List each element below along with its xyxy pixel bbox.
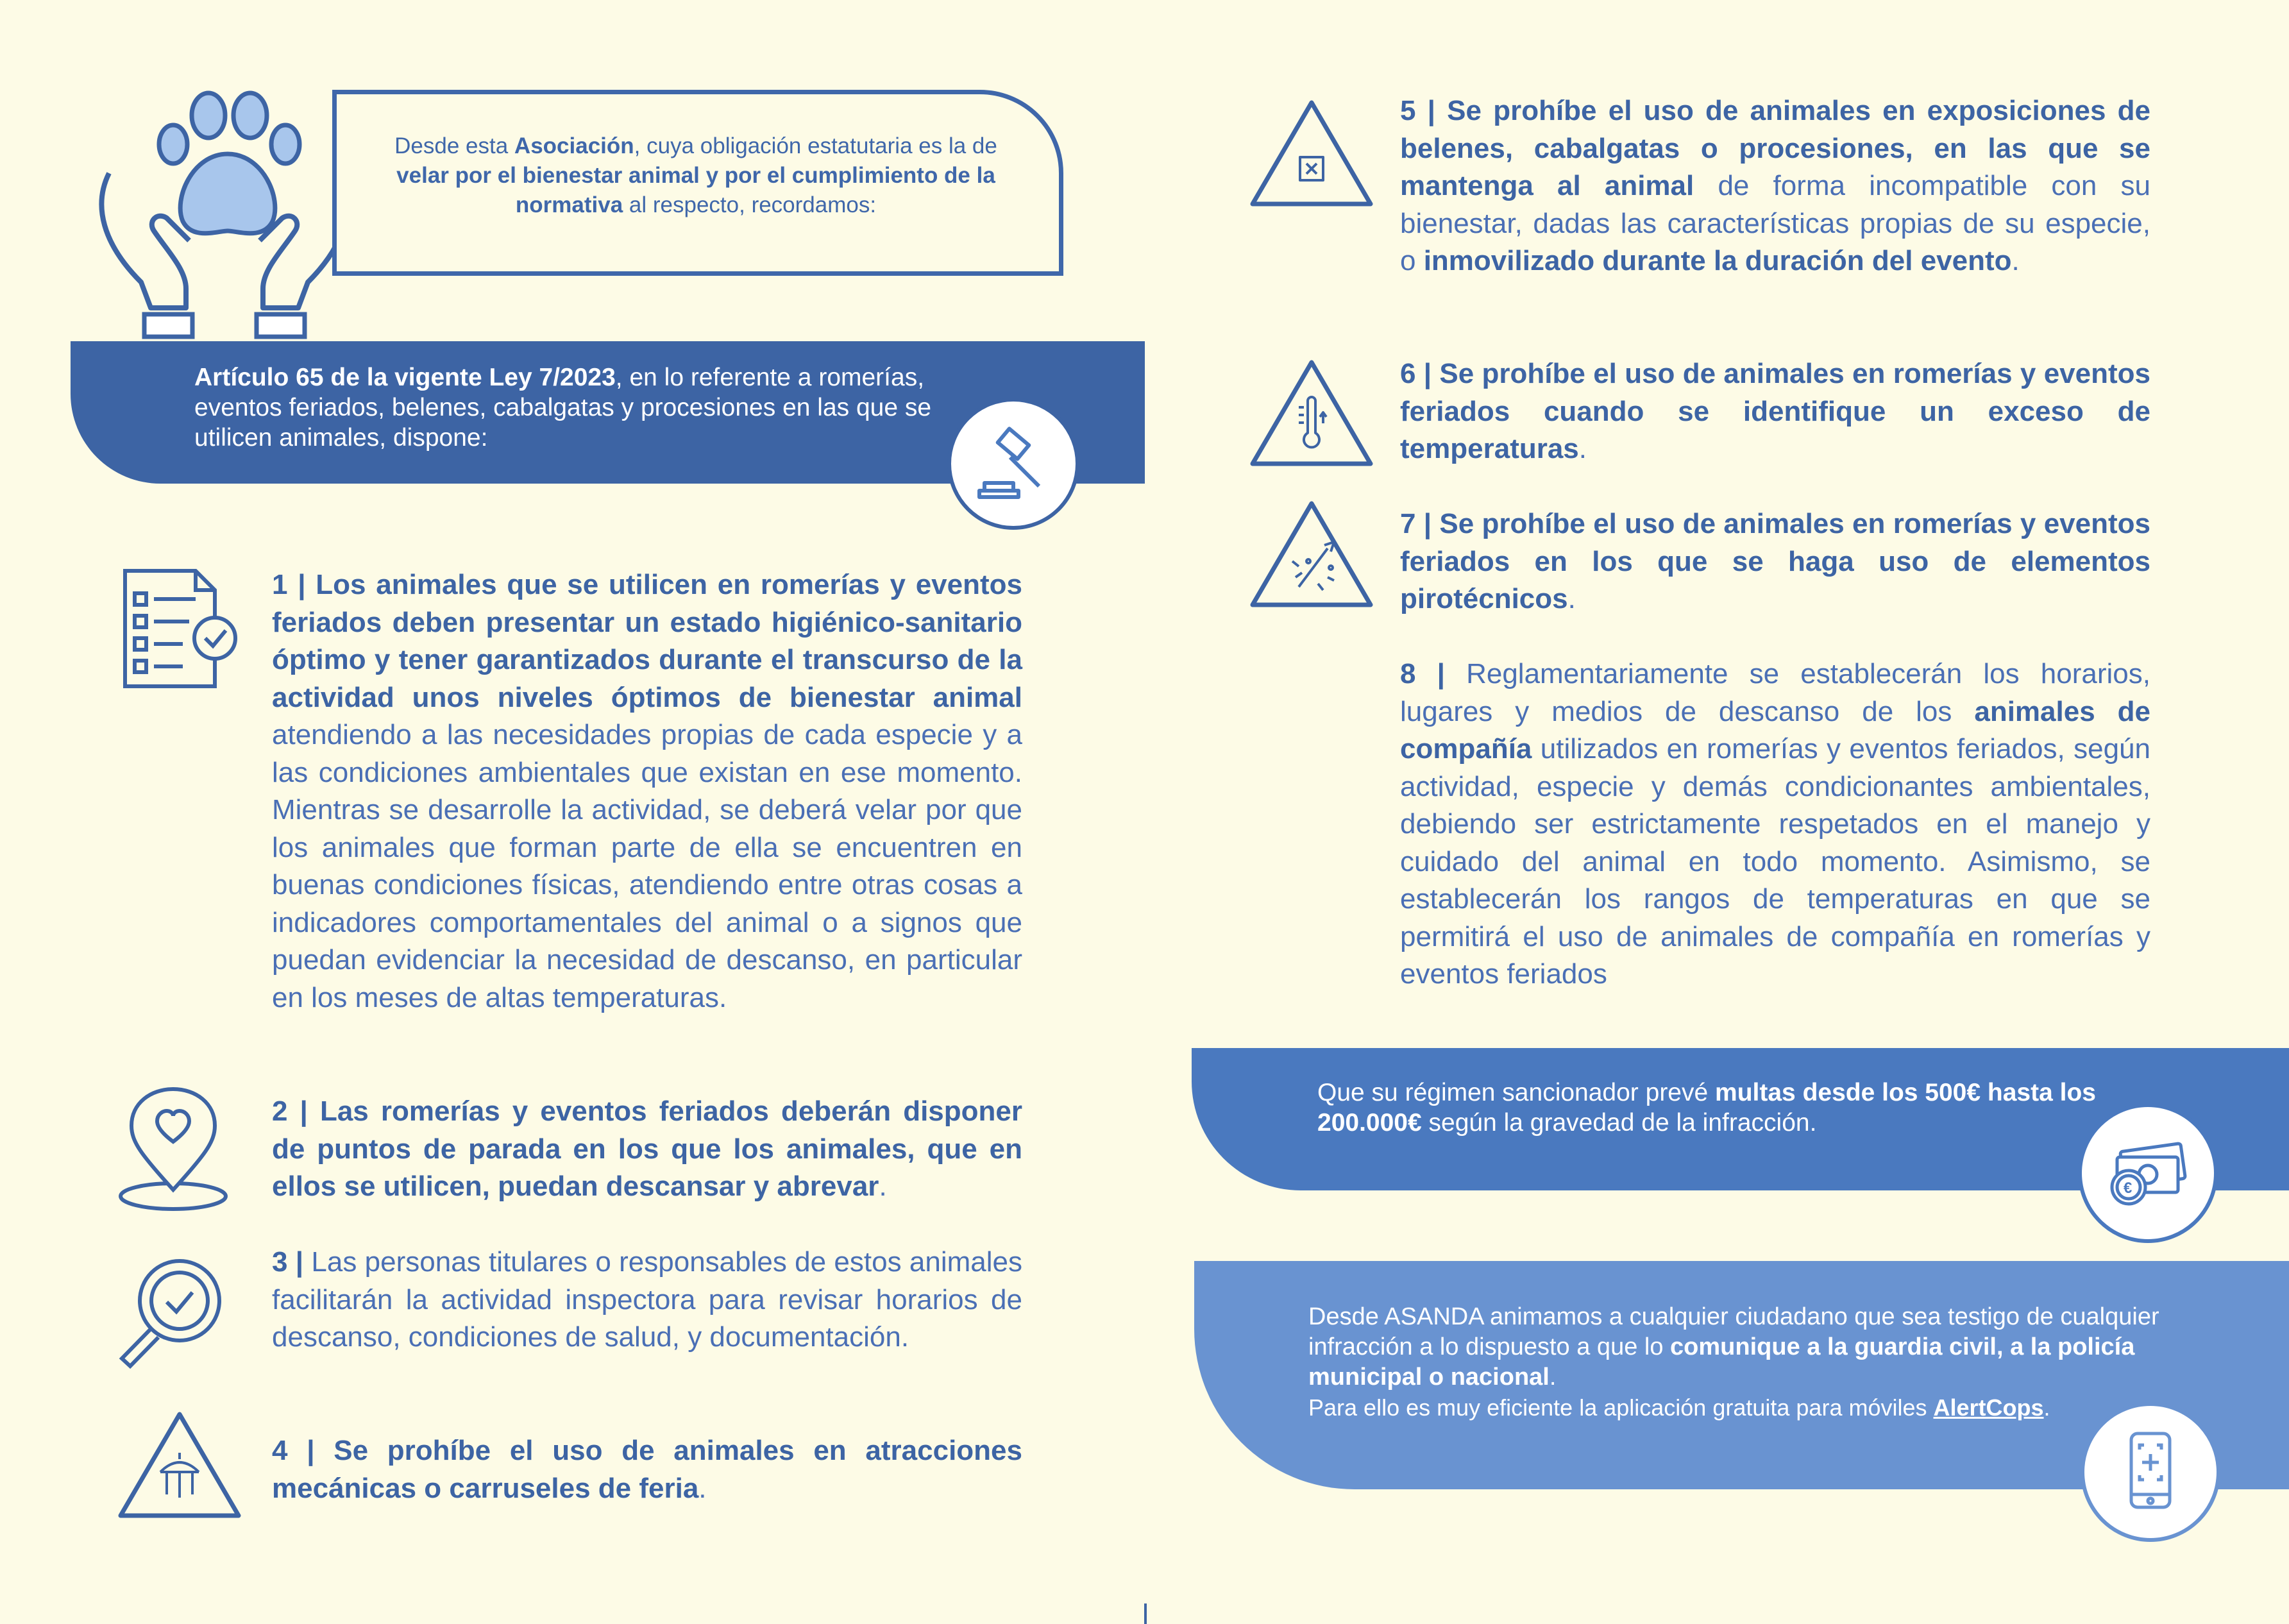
phone-app-icon — [2081, 1402, 2220, 1542]
checklist-icon — [119, 568, 244, 693]
page-fold-mark — [1144, 1603, 1147, 1624]
money-icon — [2078, 1103, 2218, 1243]
magnifier-check-icon — [112, 1257, 228, 1373]
intro-text: Desde esta Asociación, cuya obligación estatutaria es la de velar por el bienestar animal y por el cumplimiento de la normativa al respecto, recordamos: — [394, 133, 997, 217]
item-5-text: 5 | Se prohíbe el uso de animales en exposiciones de belenes, cabalgatas o procesiones, en las que se mantenga al animal de forma incompatible con su bienestar, dadas las características propias de su especie, o inmovilizado durante la duración del evento. — [1400, 95, 2150, 276]
article-text: Artículo 65 de la vigente Ley 7/2023, en lo referente a romerías, eventos feriados, belenes, cabalgatas y procesiones en las que se utilicen animales, dispone: — [194, 364, 932, 452]
paw-hands-icon — [90, 77, 359, 353]
item-4-text: 4 | Se prohíbe el uso de animales en atracciones mecánicas o carruseles de feria. — [272, 1435, 1022, 1504]
item-6-text: 6 | Se prohíbe el uso de animales en romerías y eventos feriados cuando se identifique un exceso de temperaturas. — [1400, 358, 2150, 464]
location-heart-icon — [115, 1084, 231, 1212]
item-2-text: 2 | Las romerías y eventos feriados deberán disponer de puntos de parada en los que los animales, que en ellos se utilicen, puedan descansar y abrevar. — [272, 1095, 1022, 1202]
asanda-text: Desde ASANDA animamos a cualquier ciudadano que sea testigo de cualquier infracción a lo dispuesto a que lo comunique a la guardia civil, a la policía municipal o nacional. Para ello es muy eficiente la aplicación gratuita para móviles AlertCops. — [1308, 1303, 2159, 1421]
svg-text:€: € — [2124, 1180, 2133, 1197]
item-8-text: 8 | Reglamentariamente se establecerán los horarios, lugares y medios de descanso de los animales de compañía utilizados en romerías y eventos feriados, según actividad, especie y demás condicionantes ambientales, debiendo ser estrictamente respetados en el manejo y cuidado del animal en todo momento. Asimismo, se establecerán los rangos de temperaturas en que se permitirá el uso de animales de compañía en romerías y eventos feriados — [1400, 658, 2150, 990]
asanda-note: Para ello es muy eficiente la aplicación gratuita para móviles AlertCops. — [1308, 1394, 2050, 1421]
thermometer-warning-icon — [1247, 356, 1376, 471]
fines-text: Que su régimen sancionador prevé multas desde los 500€ hasta los 200.000€ según la gravedad de la infracción. — [1317, 1079, 2096, 1137]
item-7-text: 7 | Se prohíbe el uso de animales en romerías y eventos feriados en los que se haga uso de elementos pirotécnicos. — [1400, 508, 2150, 614]
alertcops-link[interactable]: AlertCops — [1933, 1394, 2044, 1421]
cross-warning-icon — [1247, 96, 1376, 212]
carousel-warning-icon — [115, 1408, 244, 1523]
item-1-text: 1 | Los animales que se utilicen en romerías y eventos feriados deben presentar un estado higiénico-sanitario óptimo y tener garantizados durante el transcurso de la actividad unos niveles óptimos de bienestar animal atendiendo a las necesidades propias de cada especie y a las condiciones ambientales que existan en ese momento. Mientras se desarrolle la actividad, se deberá velar por que los animales que forman parte de ella se encuentren en buenas condiciones físicas, atendiendo entre otras cosas a indicadores comportamentales del animal o a signos que puedan evidenciar la necesidad de descanso, en particular en los meses de altas temperaturas. — [272, 569, 1022, 1013]
gavel-icon — [947, 398, 1079, 530]
fireworks-warning-icon — [1247, 497, 1376, 613]
item-3-text: 3 | Las personas titulares o responsables de estos animales facilitarán la actividad inspectora para revisar horarios de descanso, condiciones de salud, y documentación. — [272, 1246, 1022, 1353]
